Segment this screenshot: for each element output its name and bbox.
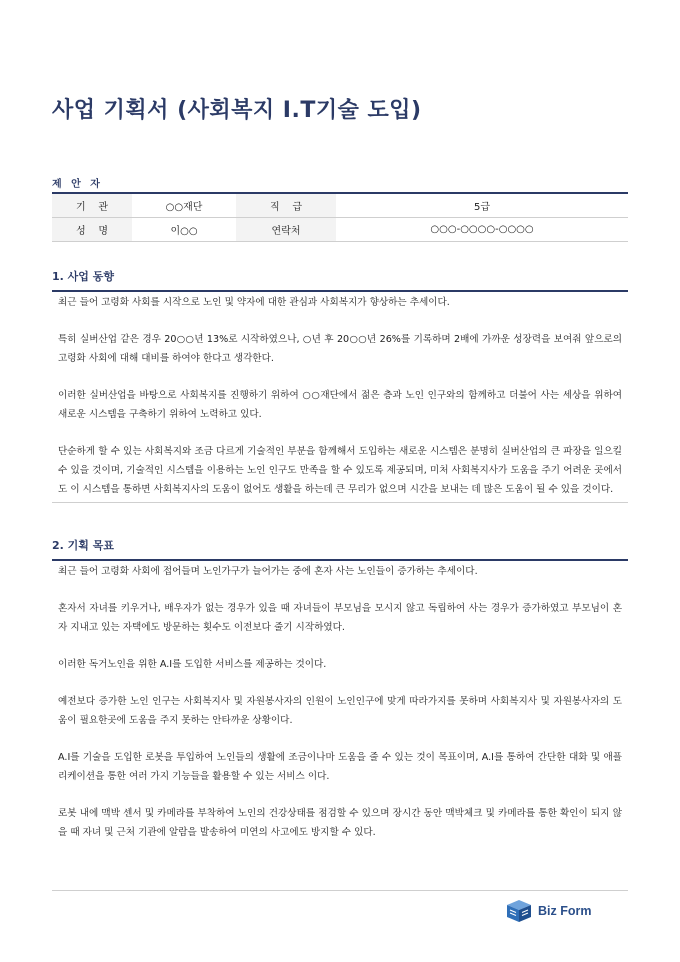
brand-name: Biz Form (538, 904, 592, 918)
paragraph: 예전보다 증가한 노인 인구는 사회복지사 및 자원봉사자의 인원이 노인인구에 맞게 따라가지를 못하며 사회복지사 및 자원봉사자의 도움이 필요한곳에 도움을 주지 못하는 안타까운 상황이다. (58, 696, 622, 726)
paragraph: 이러한 독거노인을 위한 A.I를 도입한 서비스를 제공하는 것이다. (58, 659, 327, 670)
rank-value: 5급 (336, 193, 628, 218)
rank-label: 직 급 (236, 193, 336, 218)
contact-value: ○○○-○○○○-○○○○ (336, 218, 628, 242)
brand-logo (506, 899, 591, 923)
paragraph: A.I를 기술을 도입한 로봇을 투입하여 노인들의 생활에 조금이나마 도움을 줄 수 있는 것이 목표이며, A.I를 통하여 간단한 대화 및 애플리케이션을 통한 여러 가지 기능들을 활용할 수 있는 서비스 이다. (58, 752, 622, 782)
section-title-planning-goal: 2. 기획 목표 (52, 539, 114, 552)
paragraph: 로봇 내에 맥박 센서 및 카메라를 부착하여 노인의 건강상태를 점검할 수 있으며 장시간 동안 맥박체크 및 카메라를 통한 확인이 되지 않을 때 자녀 및 근처 기관에 알람을 발송하여 미연의 사고에도 방지할 수 있다. (58, 808, 622, 838)
paragraph: 단순하게 할 수 있는 사회복지와 조금 다르게 기술적인 부분을 함께해서 도입하는 새로운 시스템은 분명히 실버산업의 큰 파장을 일으킬 수 있을 것이며, 기술적인 시스템을 이용하는 노인 인구도 만족을 할 수 있도록 제공되며, 미처 사회복지사가 도움을 주기 어려운 곳에서도 이 시스템을 통하면 사회복지사의 도움이 없어도 생활을 하는데 큰 무리가 없으며 시간을 보내는 데 많은 도움이 될 수 있을 것이다. (58, 446, 622, 495)
proposer-table (52, 192, 628, 242)
paragraph: 최근 들어 고령화 사회를 시작으로 노인 및 약자에 대한 관심과 사회복지가 향상하는 추세이다. (58, 297, 450, 308)
section-body-planning-goal (52, 561, 628, 845)
org-label: 기 관 (52, 193, 132, 218)
section-body-business-trend (52, 292, 628, 503)
proposer-label: 제 안 자 (52, 179, 103, 190)
contact-label: 연락처 (236, 218, 336, 242)
name-label: 성 명 (52, 218, 132, 242)
paragraph: 혼자서 자녀를 키우거나, 배우자가 없는 경우가 있을 때 자녀들이 부모님을 모시지 않고 독립하여 사는 경우가 증가하였고 부모님이 혼자 지내고 있는 자택에도 방문하는 횟수도 이전보다 줄기 시작하였다. (58, 603, 622, 633)
page-title: 사업 기획서 (사회복지 I.T기술 도입) (52, 98, 422, 123)
table-row (52, 193, 628, 218)
org-value: ○○재단 (132, 193, 236, 218)
name-value: 이○○ (132, 218, 236, 242)
section-title-business-trend: 1. 사업 동향 (52, 270, 114, 283)
paragraph: 특히 실버산업 같은 경우 20○○년 13%로 시작하였으나, ○년 후 20○○년 26%를 기록하며 2배에 가까운 성장력을 보여줘 앞으로의 고령화 사회에 대해 대비를 하여야 한다고 생각한다. (58, 334, 622, 364)
table-row (52, 218, 628, 242)
footer-divider (52, 890, 628, 891)
paragraph: 최근 들어 고령화 사회에 접어들며 노인가구가 늘어가는 중에 혼자 사는 노인들이 증가하는 추세이다. (58, 566, 478, 577)
biz-form-cube-icon (506, 899, 532, 923)
paragraph: 이러한 실버산업을 바탕으로 사회복지를 진행하기 위하여 ○○재단에서 젊은 층과 노인 인구와의 함께하고 더불어 사는 세상을 위하여 새로운 시스템을 구축하기 위하여 노력하고 있다. (58, 390, 622, 420)
